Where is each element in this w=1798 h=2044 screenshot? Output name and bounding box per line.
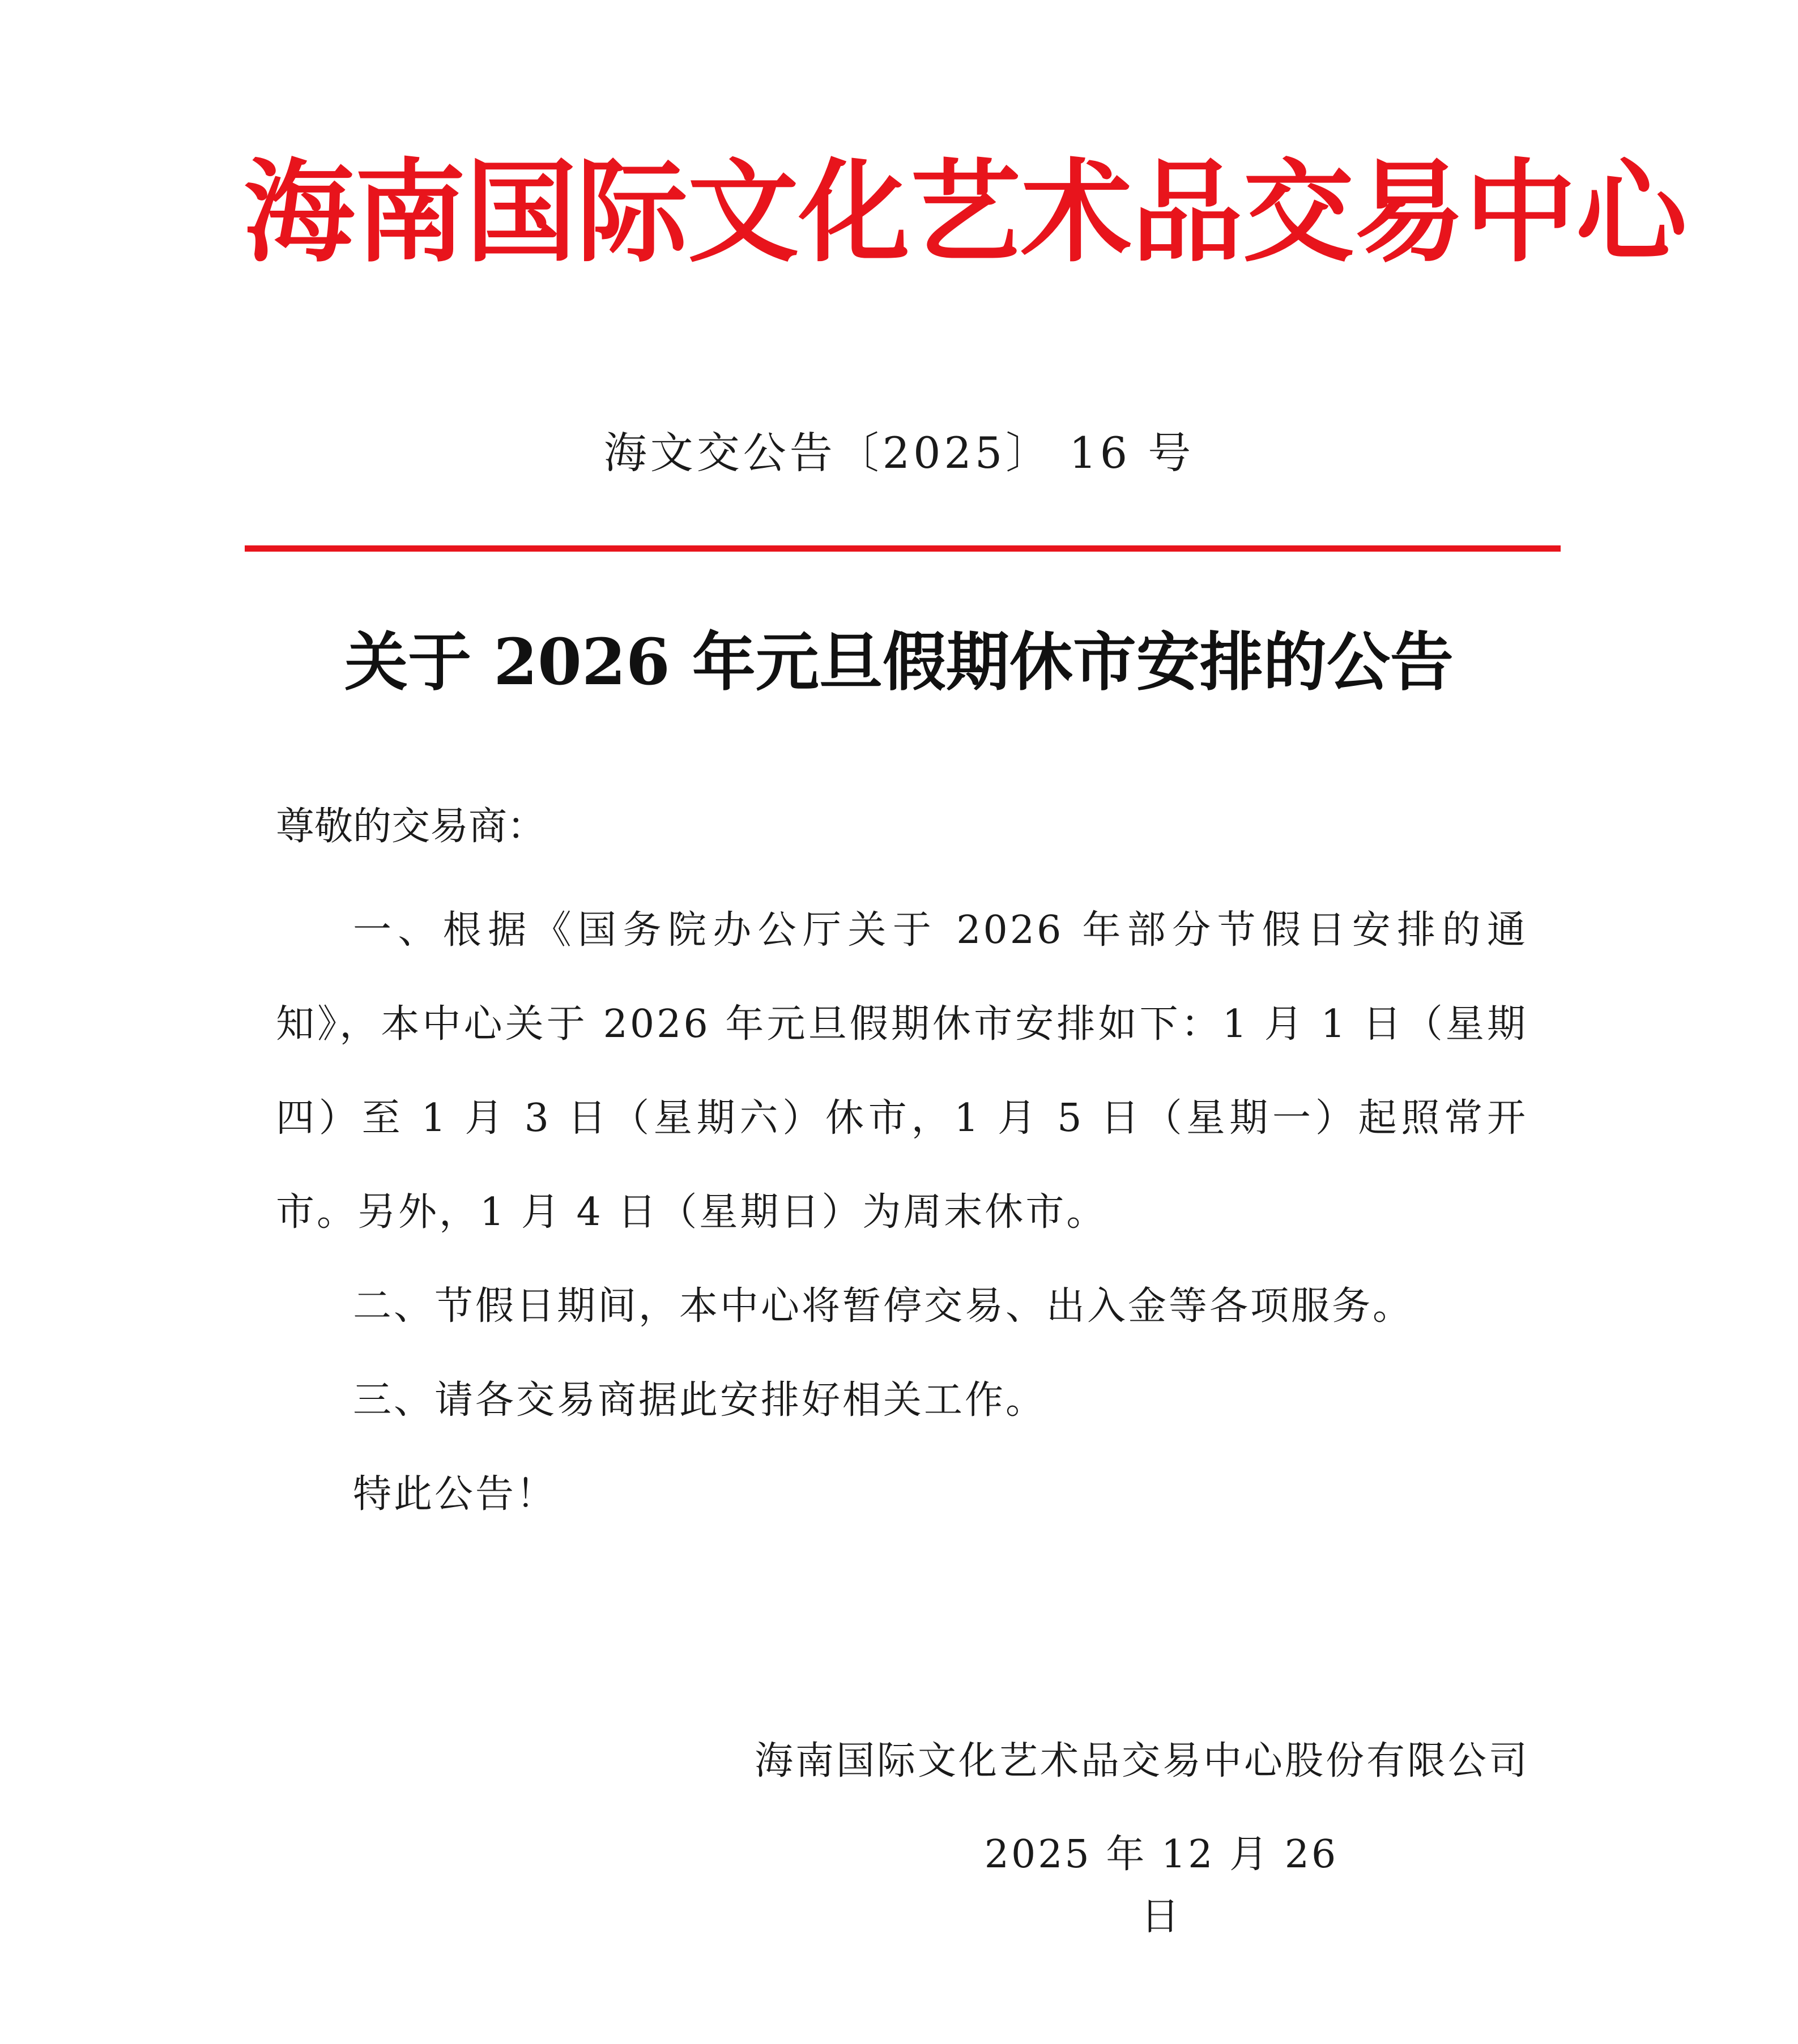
- red-divider: [245, 545, 1561, 552]
- salutation: 尊敬的交易商：: [276, 804, 546, 849]
- paragraph-2: 二、节假日期间，本中心将暂停交易、出入金等各项服务。: [353, 1284, 1414, 1329]
- document-body: [276, 884, 1528, 1542]
- paragraph-1: 一、根据《国务院办公厅关于 2026 年部分节假日安排的通知》，本中心关于 2026 年元旦假期休市安排如下：1 月 1 日（星期四）至 1 月 3 日（星期六）休市，1 月 5 日（星期一）起照常开市。另外，1 月 4 日（星期日）为周末休市。: [276, 908, 1528, 1235]
- signature-date: 2025 年 12 月 26 日: [984, 1832, 1339, 1939]
- paragraph-closing: 特此公告！: [353, 1472, 557, 1517]
- document-title: 关于 2026 年元旦假期休市安排的公告: [344, 625, 1454, 699]
- paragraph-3: 三、请各交易商据此安排好相关工作。: [353, 1378, 1047, 1423]
- organization-header: 海南国际文化艺术品交易中心: [244, 147, 1688, 278]
- signature-organization: 海南国际文化艺术品交易中心股份有限公司: [754, 1739, 1529, 1783]
- document-number: 海文交公告〔2025〕 16 号: [603, 428, 1195, 478]
